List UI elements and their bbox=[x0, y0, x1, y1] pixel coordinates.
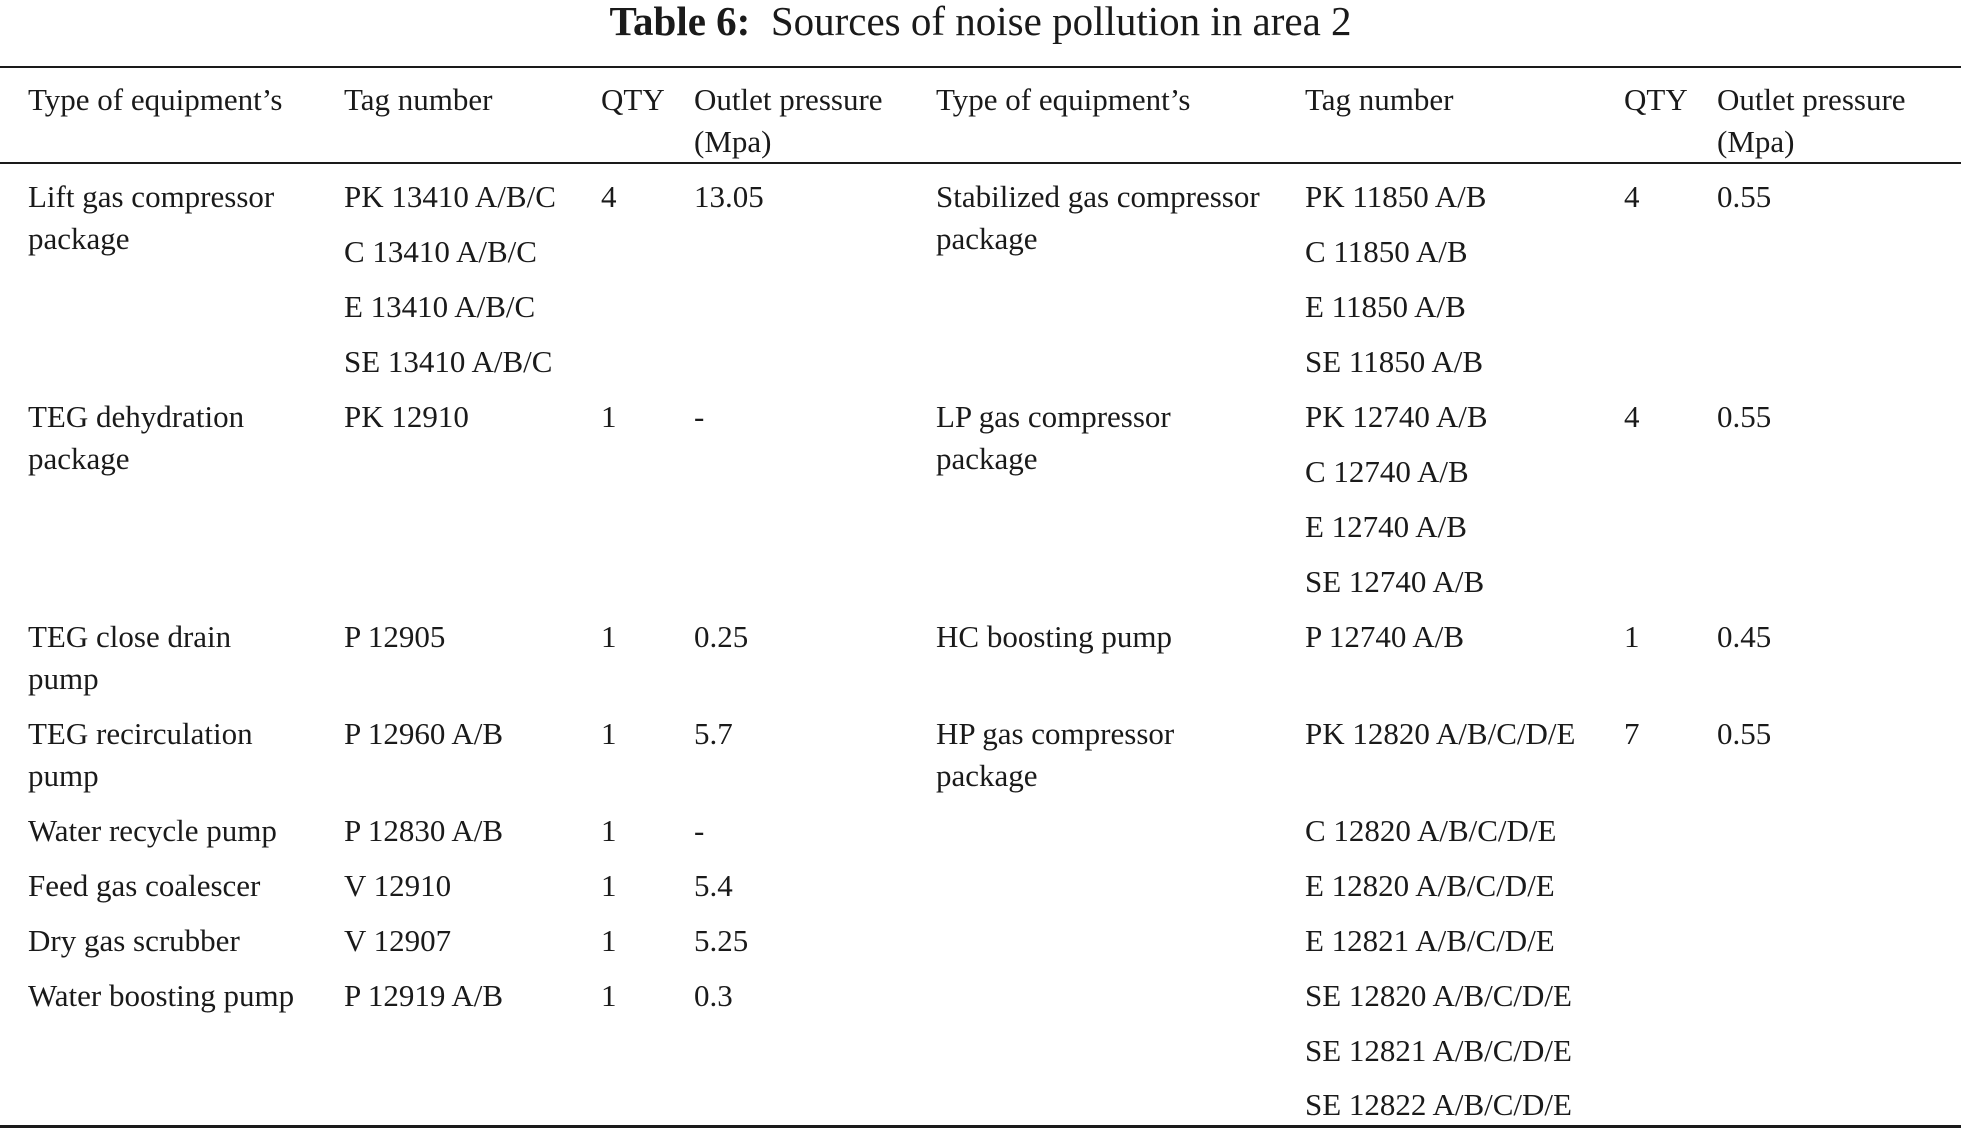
lift-gas-tag: C 13410 A/B/C bbox=[344, 234, 537, 269]
lp-gas-type-line2: package bbox=[936, 441, 1038, 476]
lp-gas-outlet: 0.55 bbox=[1717, 399, 1772, 434]
table-caption bbox=[0, 0, 1961, 48]
hc-pump-tag: P 12740 A/B bbox=[1305, 619, 1465, 654]
header-type-right: Type of equipment’s bbox=[936, 82, 1191, 117]
stabilized-gas-tag: SE 11850 A/B bbox=[1305, 344, 1483, 379]
dry-gas-outlet: 5.25 bbox=[694, 923, 749, 958]
hp-gas-tag: SE 12820 A/B/C/D/E bbox=[1305, 978, 1572, 1013]
lift-gas-tag: E 13410 A/B/C bbox=[344, 289, 536, 324]
stabilized-gas-type-line2: package bbox=[936, 221, 1038, 256]
hp-gas-qty: 7 bbox=[1624, 716, 1640, 751]
dry-gas-tag: V 12907 bbox=[344, 923, 452, 958]
stabilized-gas-tag: PK 11850 A/B bbox=[1305, 179, 1487, 214]
lift-gas-qty: 4 bbox=[601, 179, 617, 214]
teg-dehydration-type-line1: TEG dehydration bbox=[28, 399, 245, 434]
hp-gas-type-line2: package bbox=[936, 758, 1038, 793]
caption-label: Table 6: bbox=[609, 0, 751, 44]
teg-recirc-qty: 1 bbox=[601, 716, 617, 751]
hp-gas-tag: E 12821 A/B/C/D/E bbox=[1305, 923, 1555, 958]
header-outlet-right-line2: (Mpa) bbox=[1717, 124, 1795, 159]
hp-gas-tag: SE 12821 A/B/C/D/E bbox=[1305, 1033, 1572, 1068]
stabilized-gas-qty: 4 bbox=[1624, 179, 1640, 214]
water-boost-outlet: 0.3 bbox=[694, 978, 733, 1013]
header-tag-right: Tag number bbox=[1305, 82, 1454, 117]
hp-gas-outlet: 0.55 bbox=[1717, 716, 1772, 751]
hc-pump-qty: 1 bbox=[1624, 619, 1640, 654]
hp-gas-tag: SE 12822 A/B/C/D/E bbox=[1305, 1087, 1572, 1122]
header-outlet-right-line1: Outlet pressure bbox=[1717, 82, 1906, 117]
teg-dehydration-outlet: - bbox=[694, 399, 705, 434]
hp-gas-tag: C 12820 A/B/C/D/E bbox=[1305, 813, 1557, 848]
teg-recirc-outlet: 5.7 bbox=[694, 716, 733, 751]
feed-gas-qty: 1 bbox=[601, 868, 617, 903]
caption-text: Sources of noise pollution in area 2 bbox=[770, 0, 1352, 44]
dry-gas-qty: 1 bbox=[601, 923, 617, 958]
lift-gas-outlet: 13.05 bbox=[694, 179, 764, 214]
lp-gas-tag: E 12740 A/B bbox=[1305, 509, 1467, 544]
lift-gas-tag: PK 13410 A/B/C bbox=[344, 179, 556, 214]
top-rule bbox=[0, 66, 1961, 68]
lp-gas-tag: SE 12740 A/B bbox=[1305, 564, 1485, 599]
water-boost-qty: 1 bbox=[601, 978, 617, 1013]
lp-gas-type-line1: LP gas compressor bbox=[936, 399, 1171, 434]
hc-pump-type: HC boosting pump bbox=[936, 619, 1172, 654]
stabilized-gas-outlet: 0.55 bbox=[1717, 179, 1772, 214]
water-recycle-outlet: - bbox=[694, 813, 705, 848]
bottom-rule bbox=[0, 1125, 1961, 1128]
header-tag-left: Tag number bbox=[344, 82, 493, 117]
header-qty-right: QTY bbox=[1624, 82, 1688, 117]
header-rule bbox=[0, 162, 1961, 164]
lp-gas-qty: 4 bbox=[1624, 399, 1640, 434]
stabilized-gas-type-line1: Stabilized gas compressor bbox=[936, 179, 1260, 214]
lp-gas-tag: PK 12740 A/B bbox=[1305, 399, 1488, 434]
teg-dehydration-tag: PK 12910 bbox=[344, 399, 469, 434]
teg-drain-qty: 1 bbox=[601, 619, 617, 654]
lift-gas-tag: SE 13410 A/B/C bbox=[344, 344, 553, 379]
feed-gas-tag: V 12910 bbox=[344, 868, 452, 903]
header-outlet-left-line1: Outlet pressure bbox=[694, 82, 883, 117]
feed-gas-outlet: 5.4 bbox=[694, 868, 733, 903]
hp-gas-tag: PK 12820 A/B/C/D/E bbox=[1305, 716, 1576, 751]
teg-dehydration-qty: 1 bbox=[601, 399, 617, 434]
hp-gas-type-line1: HP gas compressor bbox=[936, 716, 1175, 751]
header-qty-left: QTY bbox=[601, 82, 665, 117]
teg-drain-type-line2: pump bbox=[28, 661, 99, 696]
teg-drain-type-line1: TEG close drain bbox=[28, 619, 232, 654]
lift-gas-type-line2: package bbox=[28, 221, 130, 256]
hp-gas-tag: E 12820 A/B/C/D/E bbox=[1305, 868, 1555, 903]
teg-drain-tag: P 12905 bbox=[344, 619, 446, 654]
water-recycle-type: Water recycle pump bbox=[28, 813, 277, 848]
teg-recirc-type-line2: pump bbox=[28, 758, 99, 793]
lift-gas-type-line1: Lift gas compressor bbox=[28, 179, 275, 214]
water-boost-tag: P 12919 A/B bbox=[344, 978, 504, 1013]
teg-dehydration-type-line2: package bbox=[28, 441, 130, 476]
stabilized-gas-tag: E 11850 A/B bbox=[1305, 289, 1466, 324]
feed-gas-type: Feed gas coalescer bbox=[28, 868, 261, 903]
hc-pump-outlet: 0.45 bbox=[1717, 619, 1772, 654]
header-type-left: Type of equipment’s bbox=[28, 82, 283, 117]
water-boost-type: Water boosting pump bbox=[28, 978, 295, 1013]
stabilized-gas-tag: C 11850 A/B bbox=[1305, 234, 1468, 269]
water-recycle-qty: 1 bbox=[601, 813, 617, 848]
water-recycle-tag: P 12830 A/B bbox=[344, 813, 504, 848]
dry-gas-type: Dry gas scrubber bbox=[28, 923, 240, 958]
lp-gas-tag: C 12740 A/B bbox=[1305, 454, 1469, 489]
teg-recirc-type-line1: TEG recirculation bbox=[28, 716, 253, 751]
teg-recirc-tag: P 12960 A/B bbox=[344, 716, 504, 751]
header-outlet-left-line2: (Mpa) bbox=[694, 124, 772, 159]
teg-drain-outlet: 0.25 bbox=[694, 619, 749, 654]
